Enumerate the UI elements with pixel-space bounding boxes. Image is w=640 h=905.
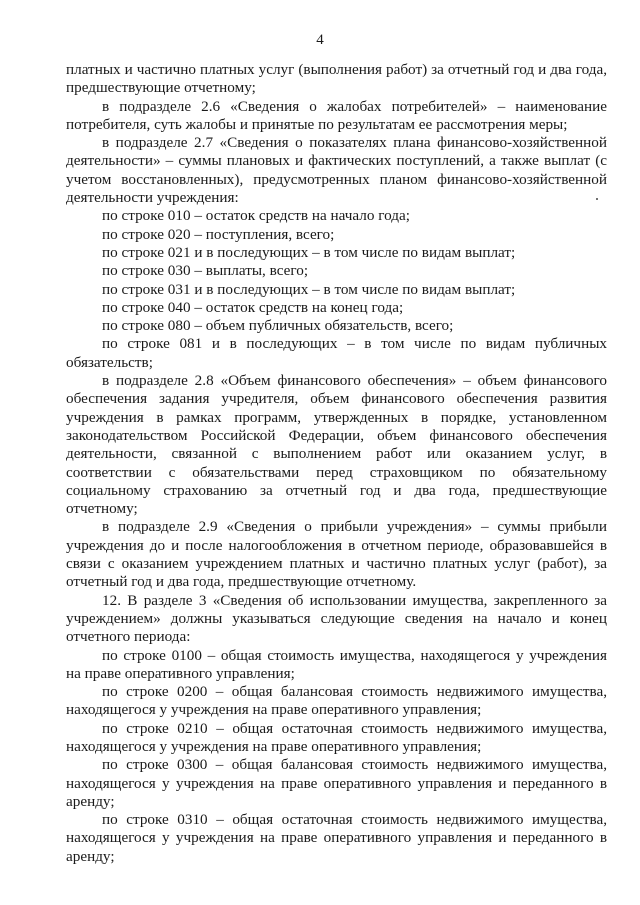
line-item-020: по строке 020 – поступления, всего; bbox=[102, 225, 335, 243]
line-item-010: по строке 010 – остаток средств на начало года; bbox=[102, 207, 410, 225]
line-item-081: по строке 081 и в последующих – в том числе по видам публичных обязательств; bbox=[66, 335, 607, 371]
line-item-030: по строке 030 – выплаты, всего; bbox=[102, 262, 309, 280]
paragraph-subsection-2-6: в подразделе 2.6 «Сведения о жалобах потребителей» – наименование потребителя, суть жалобы и принятые по результатам ее рассмотрения меры; bbox=[66, 97, 607, 133]
line-item-0310: по строке 0310 – общая остаточная стоимость недвижимого имущества, находящегося у учреждения на праве оперативного управления и переданного в аренду; bbox=[66, 811, 607, 865]
line-item-031: по строке 031 и в последующих – в том числе по видам выплат; bbox=[102, 280, 516, 298]
paragraph-continuation: платных и частично платных услуг (выполнения работ) за отчетный год и два года, предшествующие отчетному; bbox=[66, 61, 607, 97]
line-item-0100: по строке 0100 – общая стоимость имущества, находящегося у учреждения на праве оперативного управления; bbox=[66, 646, 607, 682]
paragraph-subsection-2-9: в подразделе 2.9 «Сведения о прибыли учреждения» – суммы прибыли учреждения до и после налогообложения в отчетном периоде, образовавшейся в связи с оказанием учреждением платных и частично платных услуг (работ), за отчетный год и два года, предшествующие отчетному. bbox=[66, 518, 607, 591]
document-body bbox=[66, 61, 607, 866]
line-item-040: по строке 040 – остаток средств на конец года; bbox=[102, 298, 404, 316]
page-number: 4 bbox=[316, 32, 324, 48]
line-item-080: по строке 080 – объем публичных обязательств, всего; bbox=[102, 317, 454, 335]
scan-speck bbox=[596, 198, 598, 200]
paragraph-subsection-2-7: в подразделе 2.7 «Сведения о показателях плана финансово-хозяйственной деятельности» – суммы плановых и фактических поступлений, а также выплат (с учетом восстановленных), предусмотренных планом финансово-хозяйственной деятельности учреждения: bbox=[66, 134, 607, 207]
paragraph-subsection-2-8: в подразделе 2.8 «Объем финансового обеспечения» – объем финансового обеспечения задания учредителя, объем финансового обеспечения развития учреждения в рамках программ, утвержденных в порядке, установленном законодательством Российской Федерации, объем финансового обеспечения деятельности, связанной с выполнением работ или оказанием услуг, в соответствии с обязательствами перед страховщиком по обязательному социальному страхованию за отчетный год и два года, предшествующие отчетному; bbox=[66, 372, 607, 518]
line-item-021: по строке 021 и в последующих – в том числе по видам выплат; bbox=[102, 243, 516, 261]
paragraph-section-3: 12. В разделе 3 «Сведения об использовании имущества, закрепленного за учреждением» должны указываться следующие сведения на начало и конец отчетного периода: bbox=[66, 591, 607, 646]
line-item-0210: по строке 0210 – общая остаточная стоимость недвижимого имущества, находящегося у учреждения на праве оперативного управления; bbox=[66, 719, 607, 755]
line-item-0300: по строке 0300 – общая балансовая стоимость недвижимого имущества, находящегося у учреждения на праве оперативного управления и переданного в аренду; bbox=[66, 756, 607, 810]
line-item-0200: по строке 0200 – общая балансовая стоимость недвижимого имущества, находящегося у учреждения на праве оперативного управления; bbox=[66, 683, 607, 719]
